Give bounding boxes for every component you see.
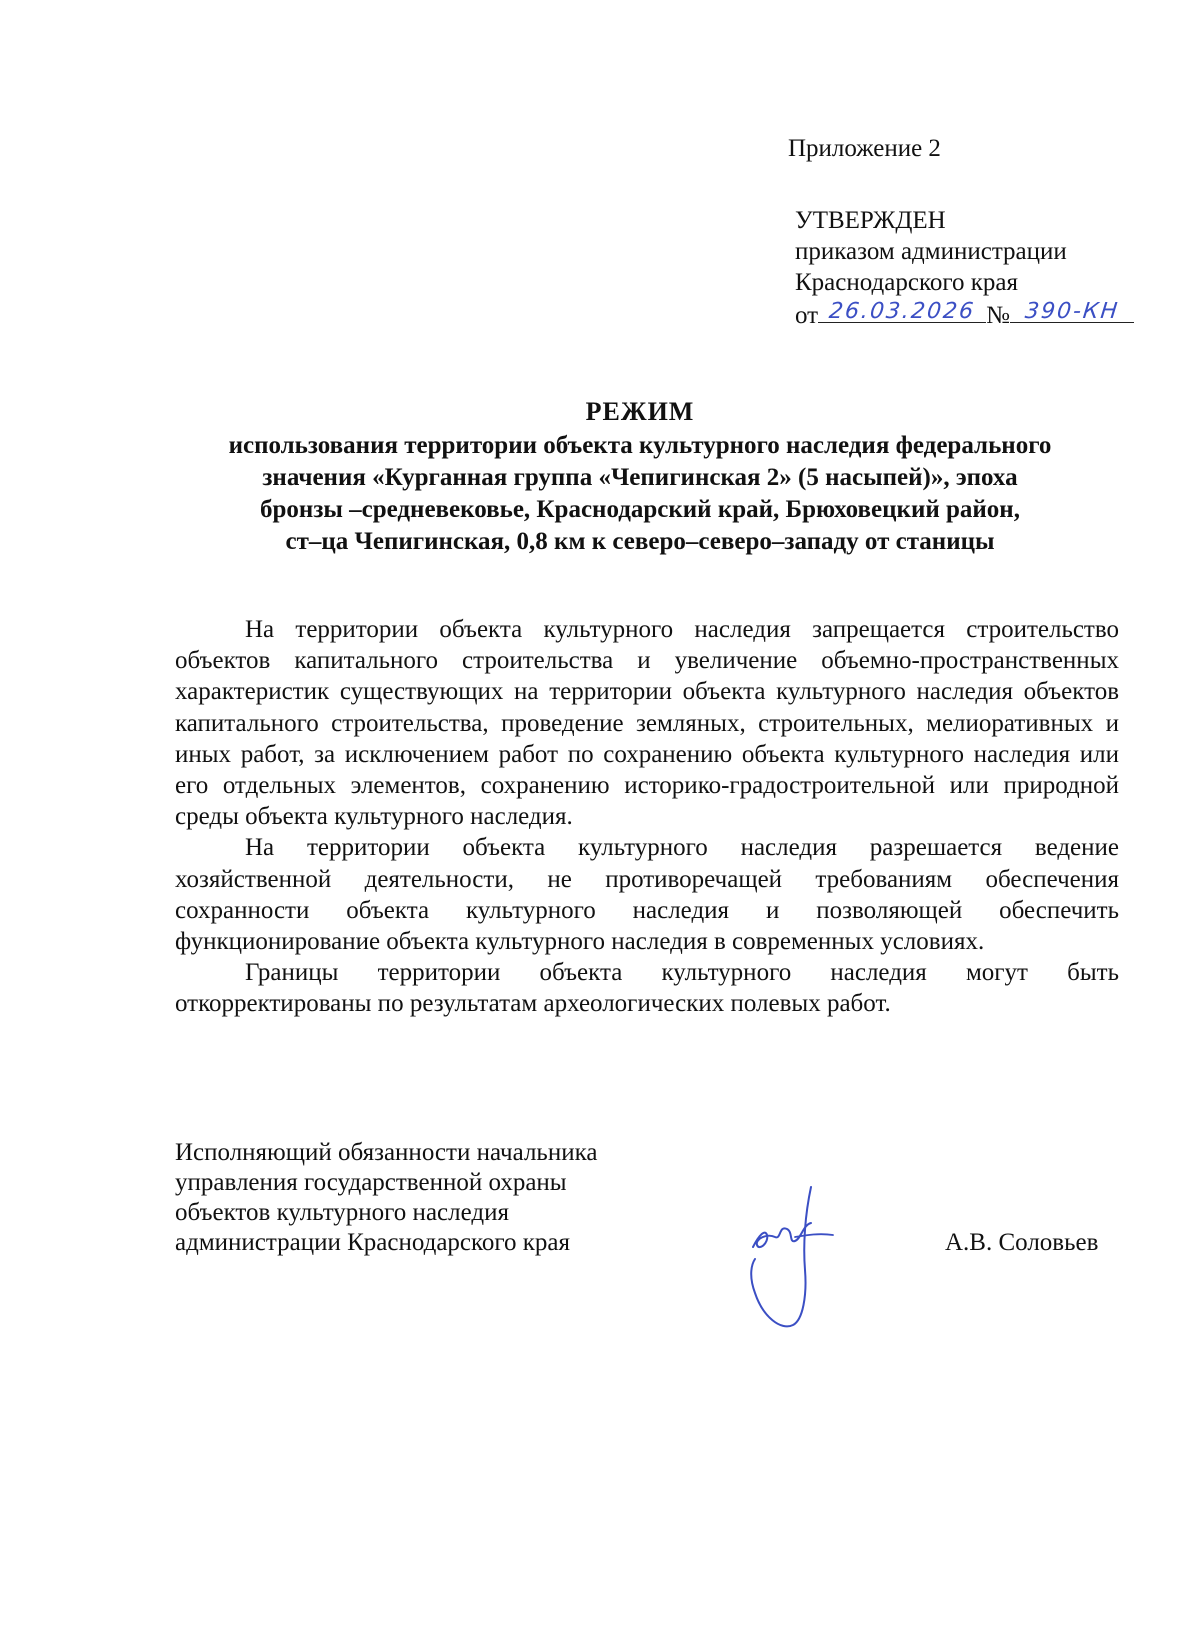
handwritten-number: 390-КН xyxy=(1023,299,1121,324)
signatory-position xyxy=(175,1138,597,1258)
signatory-line-2: управления государственной охраны xyxy=(175,1169,567,1196)
signatory-line-3: объектов культурного наследия xyxy=(175,1199,509,1226)
number-field xyxy=(1010,298,1134,323)
signatory-line-1: Исполняющий обязанности начальника xyxy=(175,1139,598,1166)
title-line-2: значения «Курганная группа «Чепигинская 2» (5 насыпей)», эпоха xyxy=(262,464,1018,491)
date-field xyxy=(818,298,986,323)
paragraph-permissions: На территории объекта культурного наследия разрешается ведение хозяйственной деятельности, не противоречащей требованиям обеспечения сохранности объекта культурного наследия и позволяющей обеспечить функционирование объекта культурного наследия в современных условиях. xyxy=(175,834,1119,956)
paragraph-boundaries: Границы территории объекта культурного наследия могут быть откорректированы по результатам археологических полевых работ. xyxy=(175,959,1119,1018)
approval-line-order: приказом администрации xyxy=(795,238,1067,265)
approval-date-number-line xyxy=(795,298,1134,331)
approval-stamp-block xyxy=(795,205,1134,331)
signature-icon xyxy=(745,1185,845,1335)
number-sign: № xyxy=(986,302,1010,329)
signatory-line-4: администрации Краснодарского края xyxy=(175,1229,571,1256)
title-line-1: использования территории объекта культурного наследия федерального xyxy=(228,432,1052,459)
handwritten-date: 26.03.2026 xyxy=(827,299,977,324)
document-heading: РЕЖИМ xyxy=(585,397,695,426)
approval-line-region: Краснодарского края xyxy=(795,269,1018,296)
date-prefix: от xyxy=(795,302,819,329)
approval-heading: УТВЕРЖДЕН xyxy=(795,207,946,234)
signatory-name: А.В. Соловьев xyxy=(945,1229,1099,1256)
appendix-label: Приложение 2 xyxy=(788,135,941,162)
title-line-4: ст–ца Чепигинская, 0,8 км к северо–северо–западу от станицы xyxy=(285,528,995,555)
paragraph-prohibitions: На территории объекта культурного наследия запрещается строительство объектов капитального строительства и увеличение объемно-пространственных характеристик существующих на территории объекта культурного наследия объектов капитального строительства, проведение земляных, строительных, мелиоративных и иных работ, за исключением работ по сохранению объекта культурного наследия или его отдельных элементов, сохранению историко-градостроительной или природной среды объекта культурного наследия. xyxy=(175,616,1119,831)
title-line-3: бронзы –средневековье, Краснодарский край, Брюховецкий район, xyxy=(260,496,1020,523)
document-title-block xyxy=(140,396,1140,558)
document-body xyxy=(175,614,1119,1020)
